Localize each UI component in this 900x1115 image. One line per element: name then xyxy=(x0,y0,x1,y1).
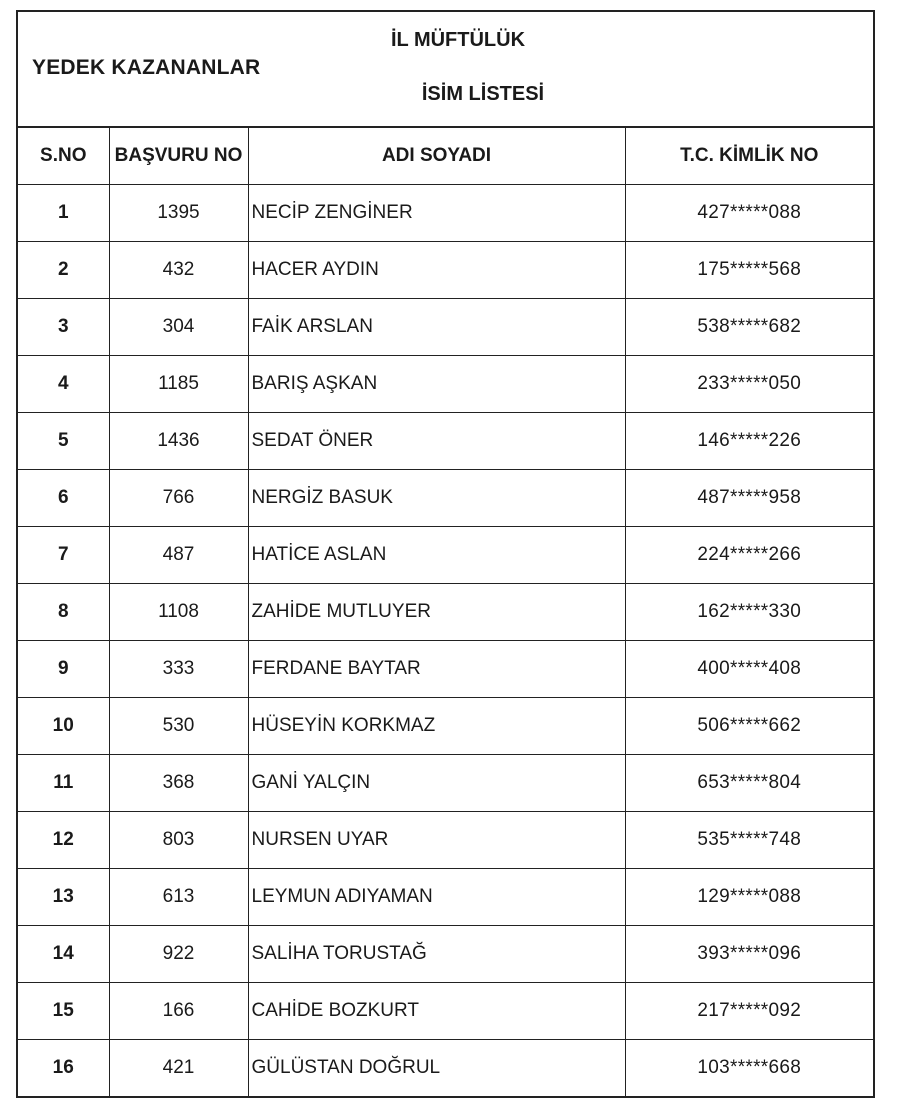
row-tc-kimlik-no: 103*****668 xyxy=(697,1057,802,1078)
row-tc-kimlik-no: 487*****958 xyxy=(625,470,873,527)
row-adi-soyadi: ZAHİDE MUTLUYER xyxy=(248,584,625,641)
row-sno: 9 xyxy=(18,641,109,698)
row-basvuru-no: 530 xyxy=(109,698,248,755)
table-row xyxy=(18,356,873,413)
row-basvuru-no: 766 xyxy=(109,470,248,527)
table-row xyxy=(18,299,873,356)
row-basvuru-no: 304 xyxy=(109,299,248,356)
row-tc-kimlik-no: 535*****748 xyxy=(625,812,873,869)
center-title-line2: İSİM LİSTESİ xyxy=(421,83,545,105)
row-sno: 1 xyxy=(18,185,109,242)
row-sno: 12 xyxy=(18,812,109,869)
table-header-row xyxy=(18,128,873,185)
row-sno: 6 xyxy=(18,470,109,527)
row-sno: 3 xyxy=(18,299,109,356)
row-adi-soyadi: SALİHA TORUSTAĞ xyxy=(248,926,625,983)
table-row xyxy=(18,527,873,584)
row-tc-kimlik-no: 400*****408 xyxy=(625,641,873,698)
table-row xyxy=(18,755,873,812)
row-basvuru-no: 1185 xyxy=(109,356,248,413)
row-adi-soyadi: GANİ YALÇIN xyxy=(248,755,625,812)
row-basvuru-no: 1395 xyxy=(109,185,248,242)
row-basvuru-no: 922 xyxy=(109,926,248,983)
row-sno: 13 xyxy=(18,869,109,926)
row-sno: 4 xyxy=(18,356,109,413)
table-row xyxy=(18,242,873,299)
row-basvuru-no: 613 xyxy=(109,869,248,926)
column-header-tc-kimlik-no: T.C. KİMLİK NO xyxy=(625,128,873,185)
document-header xyxy=(18,12,873,128)
row-sno: 15 xyxy=(18,983,109,1040)
document-sheet xyxy=(16,10,875,1098)
table-row xyxy=(18,470,873,527)
row-sno: 11 xyxy=(18,755,109,812)
table-row xyxy=(18,812,873,869)
row-sno: 2 xyxy=(18,242,109,299)
row-basvuru-no: 803 xyxy=(109,812,248,869)
row-adi-soyadi: HÜSEYİN KORKMAZ xyxy=(248,698,625,755)
table-body xyxy=(18,185,873,1097)
row-adi-soyadi: FAİK ARSLAN xyxy=(248,299,625,356)
row-tc-kimlik-no: 224*****266 xyxy=(625,527,873,584)
row-tc-kimlik-no: 653*****804 xyxy=(625,755,873,812)
row-basvuru-no: 1436 xyxy=(109,413,248,470)
table-row xyxy=(18,413,873,470)
row-basvuru-no: 333 xyxy=(109,641,248,698)
row-adi-soyadi: NERGİZ BASUK xyxy=(248,470,625,527)
row-tc-kimlik-no: 146*****226 xyxy=(625,413,873,470)
row-sno: 8 xyxy=(18,584,109,641)
row-tc-kimlik-no: 233*****050 xyxy=(625,356,873,413)
row-adi-soyadi: HACER AYDIN xyxy=(248,242,625,299)
row-adi-soyadi: NURSEN UYAR xyxy=(248,812,625,869)
row-tc-kimlik-no: 506*****662 xyxy=(625,698,873,755)
row-tc-kimlik-no: 217*****092 xyxy=(625,983,873,1040)
row-basvuru-no: 432 xyxy=(109,242,248,299)
column-header-basvuru-no: BAŞVURU NO xyxy=(109,128,248,185)
row-basvuru-no: 368 xyxy=(109,755,248,812)
row-adi-soyadi: HATİCE ASLAN xyxy=(248,527,625,584)
left-title: YEDEK KAZANANLAR xyxy=(32,56,261,79)
row-sno: 16 xyxy=(18,1040,109,1097)
row-adi-soyadi: SEDAT ÖNER xyxy=(248,413,625,470)
row-tc-kimlik-no: 162*****330 xyxy=(625,584,873,641)
row-sno: 5 xyxy=(18,413,109,470)
row-tc-kimlik-no: 175*****568 xyxy=(625,242,873,299)
row-adi-soyadi: BARIŞ AŞKAN xyxy=(248,356,625,413)
column-header-sno: S.NO xyxy=(18,128,109,185)
column-header-adi-soyadi: ADI SOYADI xyxy=(248,128,625,185)
center-title-line1: İL MÜFTÜLÜK xyxy=(390,29,526,51)
row-adi-soyadi: GÜLÜSTAN DOĞRUL xyxy=(248,1040,625,1097)
row-tc-kimlik-no: 393*****096 xyxy=(625,926,873,983)
table-row xyxy=(18,584,873,641)
row-sno: 7 xyxy=(18,527,109,584)
row-adi-soyadi: FERDANE BAYTAR xyxy=(248,641,625,698)
row-basvuru-no: 421 xyxy=(109,1040,248,1097)
winners-table xyxy=(18,128,873,1096)
table-row xyxy=(18,185,873,242)
table-row xyxy=(18,698,873,755)
row-adi-soyadi: LEYMUN ADIYAMAN xyxy=(248,869,625,926)
row-sno: 14 xyxy=(18,926,109,983)
row-basvuru-no: 1108 xyxy=(109,584,248,641)
row-adi-soyadi: CAHİDE BOZKURT xyxy=(248,983,625,1040)
row-basvuru-no: 166 xyxy=(109,983,248,1040)
table-row xyxy=(18,869,873,926)
row-sno: 10 xyxy=(18,698,109,755)
table-row xyxy=(18,983,873,1040)
row-adi-soyadi: NECİP ZENGİNER xyxy=(248,185,625,242)
row-tc-kimlik-no: 427*****088 xyxy=(625,185,873,242)
row-basvuru-no: 487 xyxy=(109,527,248,584)
row-tc-kimlik-no: 538*****682 xyxy=(625,299,873,356)
table-row xyxy=(18,641,873,698)
row-tc-kimlik-no: 129*****088 xyxy=(625,869,873,926)
table-row xyxy=(18,1040,873,1097)
table-row xyxy=(18,926,873,983)
